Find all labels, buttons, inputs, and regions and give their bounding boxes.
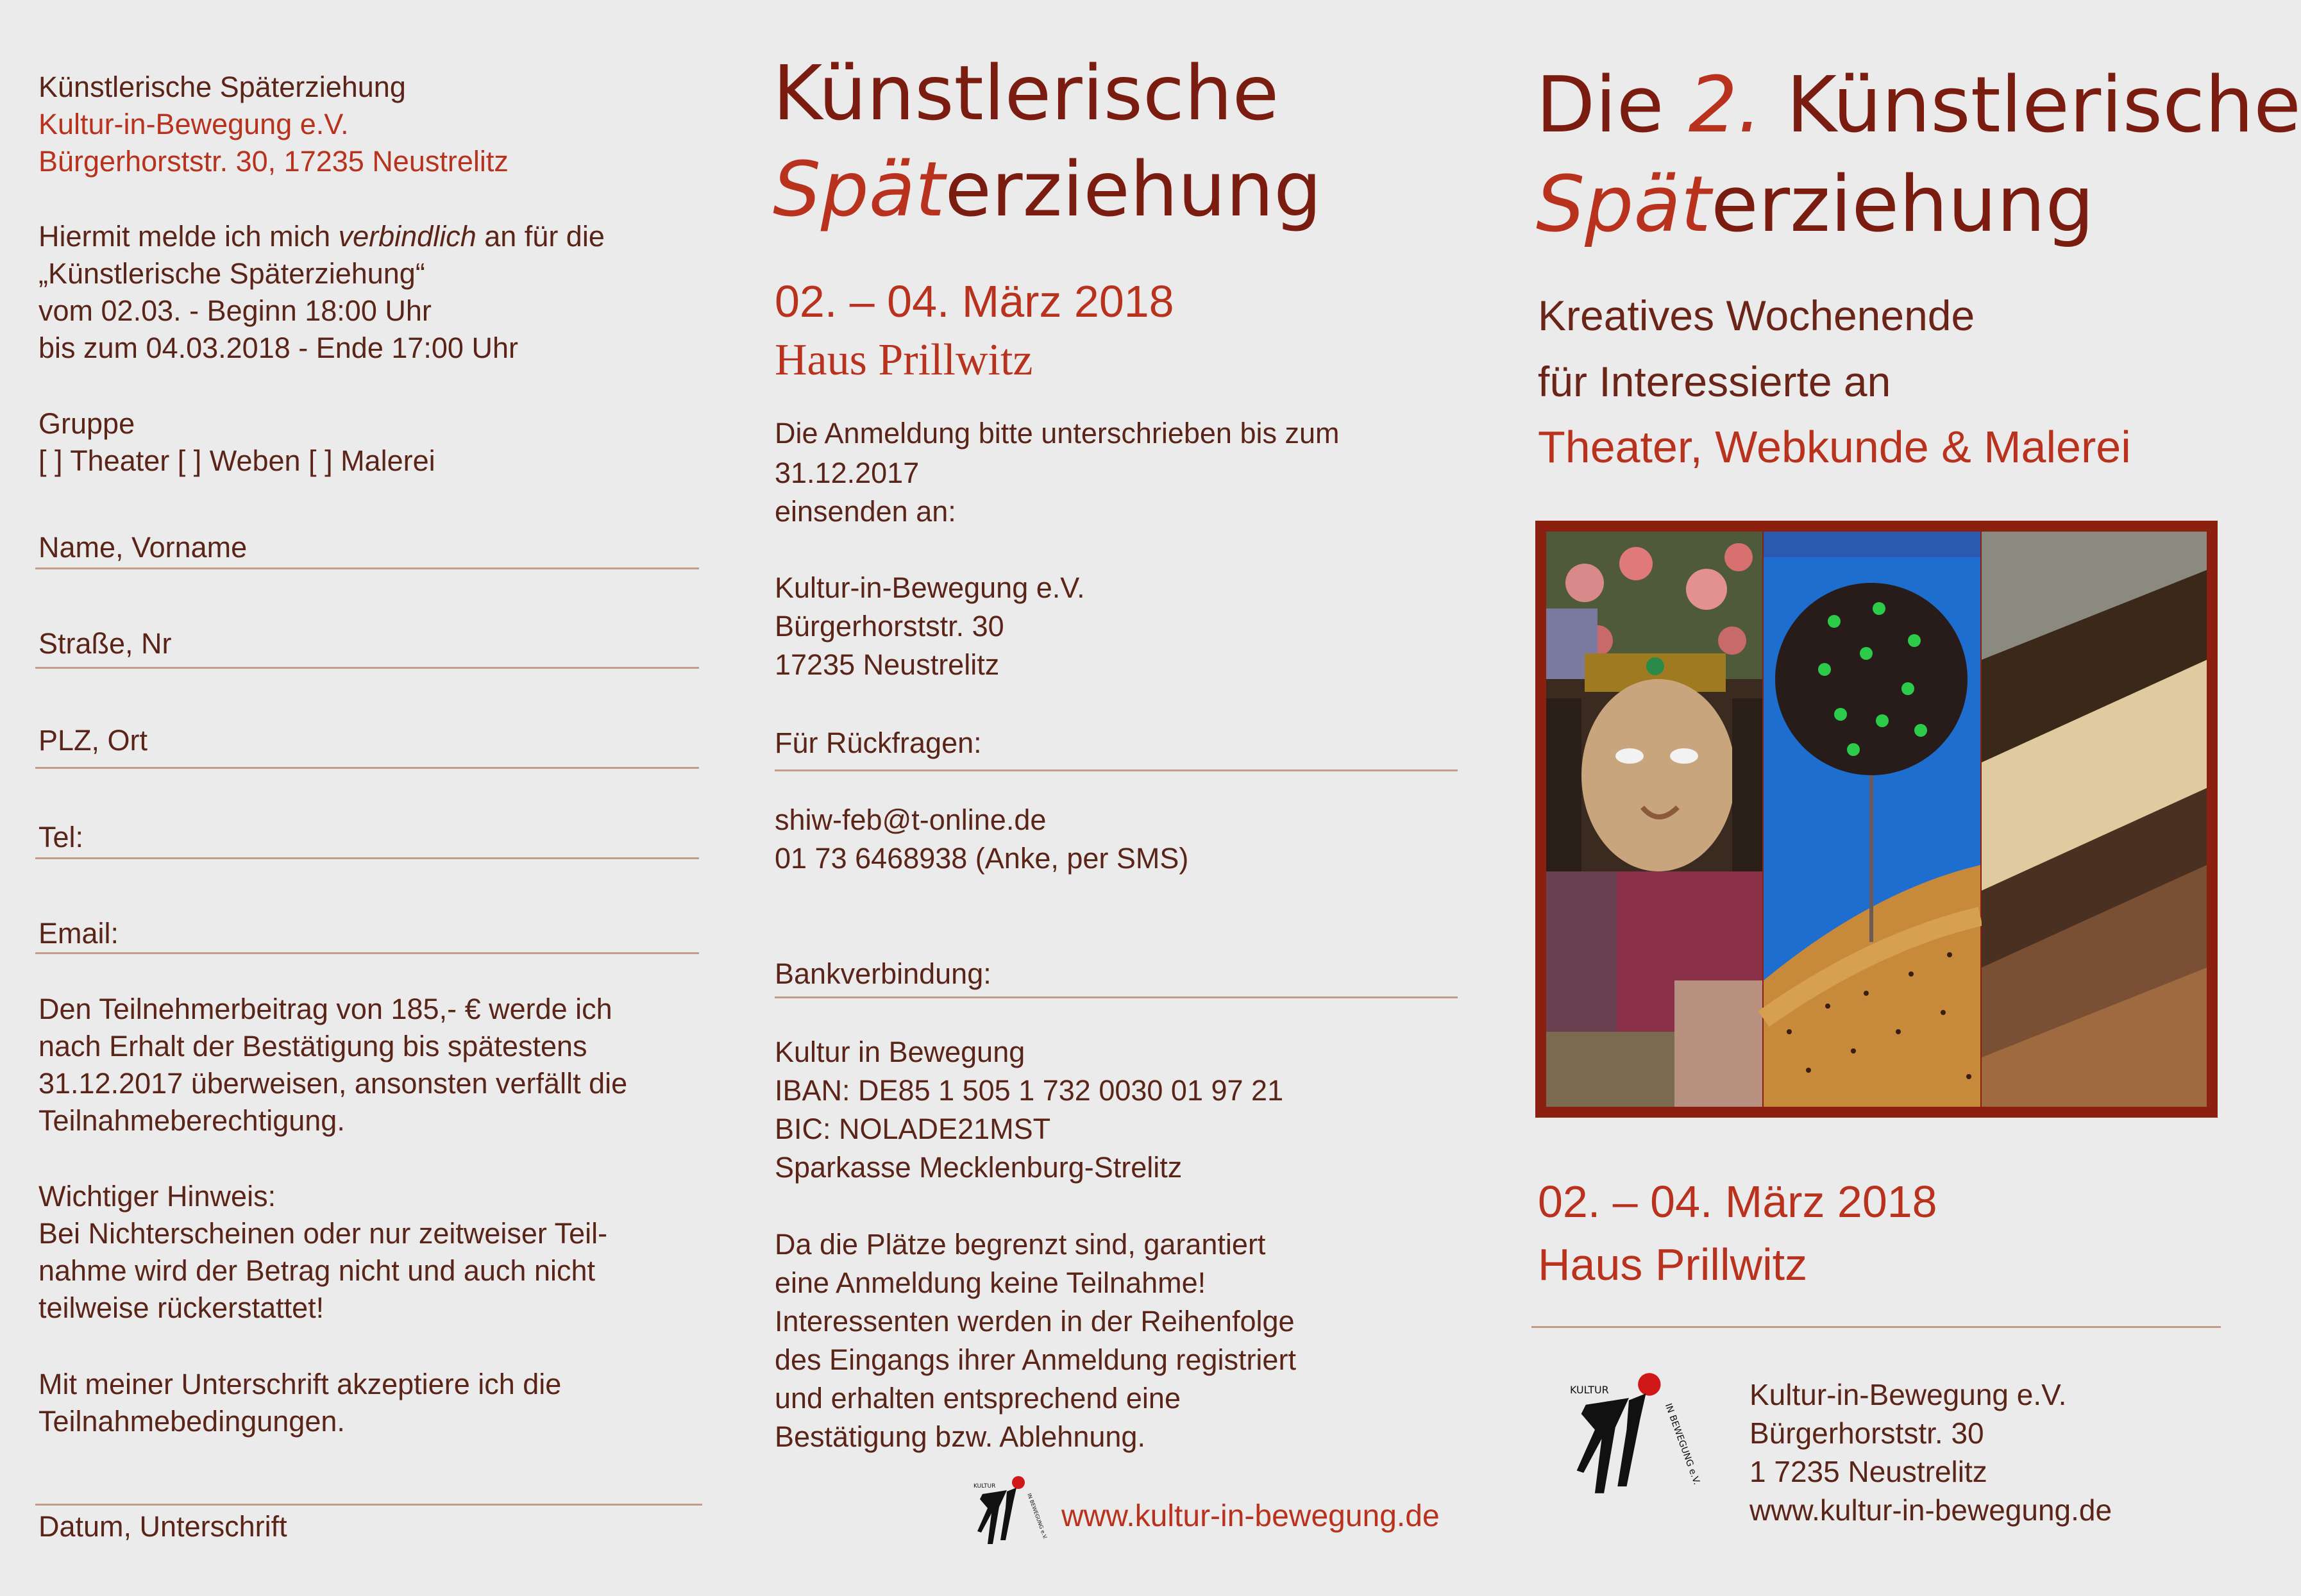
notice-heading: Wichtiger Hinweis: xyxy=(38,1180,276,1213)
bank-divider xyxy=(775,996,1458,998)
field-city-label: PLZ, Ort xyxy=(38,724,148,757)
cover-subtitle-line1: Kreatives Wochenende xyxy=(1538,292,1975,339)
cover-title-die: Die xyxy=(1536,61,1689,150)
cover-org-street: Bürgerhorststr. 30 xyxy=(1749,1416,1984,1450)
send-text: Die Anmeldung bitte unterschrieben bis zum xyxy=(775,417,1340,449)
middle-address: Kultur-in-Bewegung e.V. xyxy=(775,571,1085,604)
collage-weaving-panel xyxy=(1982,532,2207,1107)
cover-venue: Haus Prillwitz xyxy=(1538,1239,1808,1289)
middle-venue: Haus Prillwitz xyxy=(775,335,1033,385)
registration-event-name: „Künstlerische Späterziehung“ xyxy=(38,257,425,290)
field-street-label: Straße, Nr xyxy=(38,627,172,660)
group-label: Gruppe xyxy=(38,407,135,440)
left-header-address: Bürgerhorststr. 30, 17235 Neustrelitz xyxy=(38,145,509,178)
limit-text: Interessenten werden in der Reihenfolge xyxy=(775,1305,1295,1338)
cover-org-name: Kultur-in-Bewegung e.V. xyxy=(1749,1378,2067,1411)
left-header-title: Künstlerische Späterziehung xyxy=(38,71,406,103)
cover-website-link[interactable]: www.kultur-in-bewegung.de xyxy=(1749,1493,2112,1527)
collage-puppet-panel xyxy=(1546,532,1762,1107)
cover-title-spaet: Spät xyxy=(1536,160,1711,249)
limit-text: eine Anmeldung keine Teilnahme! xyxy=(775,1266,1206,1299)
dancer-logo-icon xyxy=(968,1468,1049,1552)
accept-text: Teilnahmebedingungen. xyxy=(38,1405,345,1438)
middle-title-line2 xyxy=(773,144,1322,234)
puppet-king-image xyxy=(1546,532,1762,1107)
signature-line[interactable] xyxy=(35,1504,702,1506)
limit-text: und erhalten entsprechend eine xyxy=(775,1382,1181,1415)
signature-label: Datum, Unterschrift xyxy=(38,1510,287,1543)
logo-text-side: IN BEWEGUNG e.V. xyxy=(1026,1492,1049,1540)
group-options[interactable]: [ ] Theater [ ] Weben [ ] Malerei xyxy=(38,444,435,477)
dancer-logo-icon xyxy=(1558,1359,1702,1507)
send-deadline: 31.12.2017 xyxy=(775,457,920,489)
middle-title-line1: Künstlerische xyxy=(773,49,1279,137)
questions-label: Für Rückfragen: xyxy=(775,727,982,759)
cover-title-line1 xyxy=(1536,61,2301,151)
middle-website-link[interactable]: www.kultur-in-bewegung.de xyxy=(1061,1499,1440,1533)
middle-date: 02. – 04. März 2018 xyxy=(775,276,1174,326)
send-text: einsenden an: xyxy=(775,495,956,528)
registration-statement xyxy=(38,218,605,255)
cover-title-number: 2. xyxy=(1688,61,1762,150)
field-street-line[interactable] xyxy=(35,667,699,669)
cover-title-word: Künstlerische xyxy=(1762,61,2301,150)
cover-title-line2 xyxy=(1536,160,2094,250)
bank-label: Bankverbindung: xyxy=(775,957,991,990)
bank-iban: IBAN: DE85 1 505 1 732 0030 01 97 21 xyxy=(775,1074,1284,1107)
questions-divider xyxy=(775,769,1458,771)
notice-text: nahme wird der Betrag nicht und auch nicht xyxy=(38,1254,596,1287)
registration-end: bis zum 04.03.2018 - Ende 17:00 Uhr xyxy=(38,332,518,364)
limit-text: Da die Plätze begrenzt sind, garantiert xyxy=(775,1228,1266,1261)
fee-text: 31.12.2017 überweisen, ansonsten verfällt die xyxy=(38,1067,628,1100)
fee-text: nach Erhalt der Bestätigung bis spätestens xyxy=(38,1030,587,1063)
field-phone-label: Tel: xyxy=(38,821,84,853)
middle-title-spaet: Spät xyxy=(773,145,945,233)
collage-painting-panel xyxy=(1764,532,1980,1107)
contact-phone[interactable]: 01 73 6468938 (Anke, per SMS) xyxy=(775,842,1189,875)
field-phone-line[interactable] xyxy=(35,857,699,859)
registration-emphasis: verbindlich xyxy=(338,220,476,253)
fee-text: Den Teilnehmerbeitrag von 185,- € werde ich xyxy=(38,993,612,1025)
small-logo xyxy=(968,1468,1049,1552)
field-email-label: Email: xyxy=(38,917,119,950)
middle-address: Bürgerhorststr. 30 xyxy=(775,610,1004,643)
field-city-line[interactable] xyxy=(35,767,699,769)
logo-text-top: KULTUR xyxy=(973,1483,996,1490)
cover-divider xyxy=(1531,1326,2221,1328)
bank-name: Sparkasse Mecklenburg-Strelitz xyxy=(775,1151,1183,1184)
accept-text: Mit meiner Unterschrift akzeptiere ich die xyxy=(38,1368,562,1400)
middle-address: 17235 Neustrelitz xyxy=(775,648,1000,681)
cover-date: 02. – 04. März 2018 xyxy=(1538,1177,1937,1227)
tree-painting-image xyxy=(1764,532,1980,1107)
bank-bic: BIC: NOLADE21MST xyxy=(775,1113,1051,1145)
notice-text: teilweise rückerstattet! xyxy=(38,1291,324,1324)
field-name-label: Name, Vorname xyxy=(38,531,248,564)
limit-text: des Eingangs ihrer Anmeldung registriert xyxy=(775,1343,1296,1376)
cover-photo-collage xyxy=(1535,521,2218,1118)
field-name-line[interactable] xyxy=(35,567,699,569)
cover-logo xyxy=(1558,1359,1702,1507)
registration-text-part2: an für die xyxy=(476,220,605,253)
notice-text: Bei Nichterscheinen oder nur zeitweiser Teil- xyxy=(38,1217,608,1250)
limit-text: Bestätigung bzw. Ablehnung. xyxy=(775,1420,1145,1453)
cover-org-city: 1 7235 Neustrelitz xyxy=(1749,1455,1987,1488)
middle-title-rest: erziehung xyxy=(945,145,1322,233)
left-header-org: Kultur-in-Bewegung e.V. xyxy=(38,108,349,140)
logo-text-top: KULTUR xyxy=(1570,1384,1609,1397)
cover-subtitle-line3: Theater, Webkunde & Malerei xyxy=(1538,422,2131,472)
registration-text-part1: Hiermit melde ich mich xyxy=(38,220,339,253)
cover-subtitle-line2: für Interessierte an xyxy=(1538,358,1891,405)
bank-info: Kultur in Bewegung xyxy=(775,1036,1025,1068)
cover-title-rest: erziehung xyxy=(1710,160,2094,249)
woven-textile-image xyxy=(1982,532,2207,1107)
field-email-line[interactable] xyxy=(35,952,699,954)
registration-start: vom 02.03. - Beginn 18:00 Uhr xyxy=(38,294,432,327)
logo-text-side: IN BEWEGUNG e.V. xyxy=(1662,1402,1702,1486)
fee-text: Teilnahmeberechtigung. xyxy=(38,1104,345,1137)
contact-email[interactable]: shiw-feb@t-online.de xyxy=(775,803,1047,836)
